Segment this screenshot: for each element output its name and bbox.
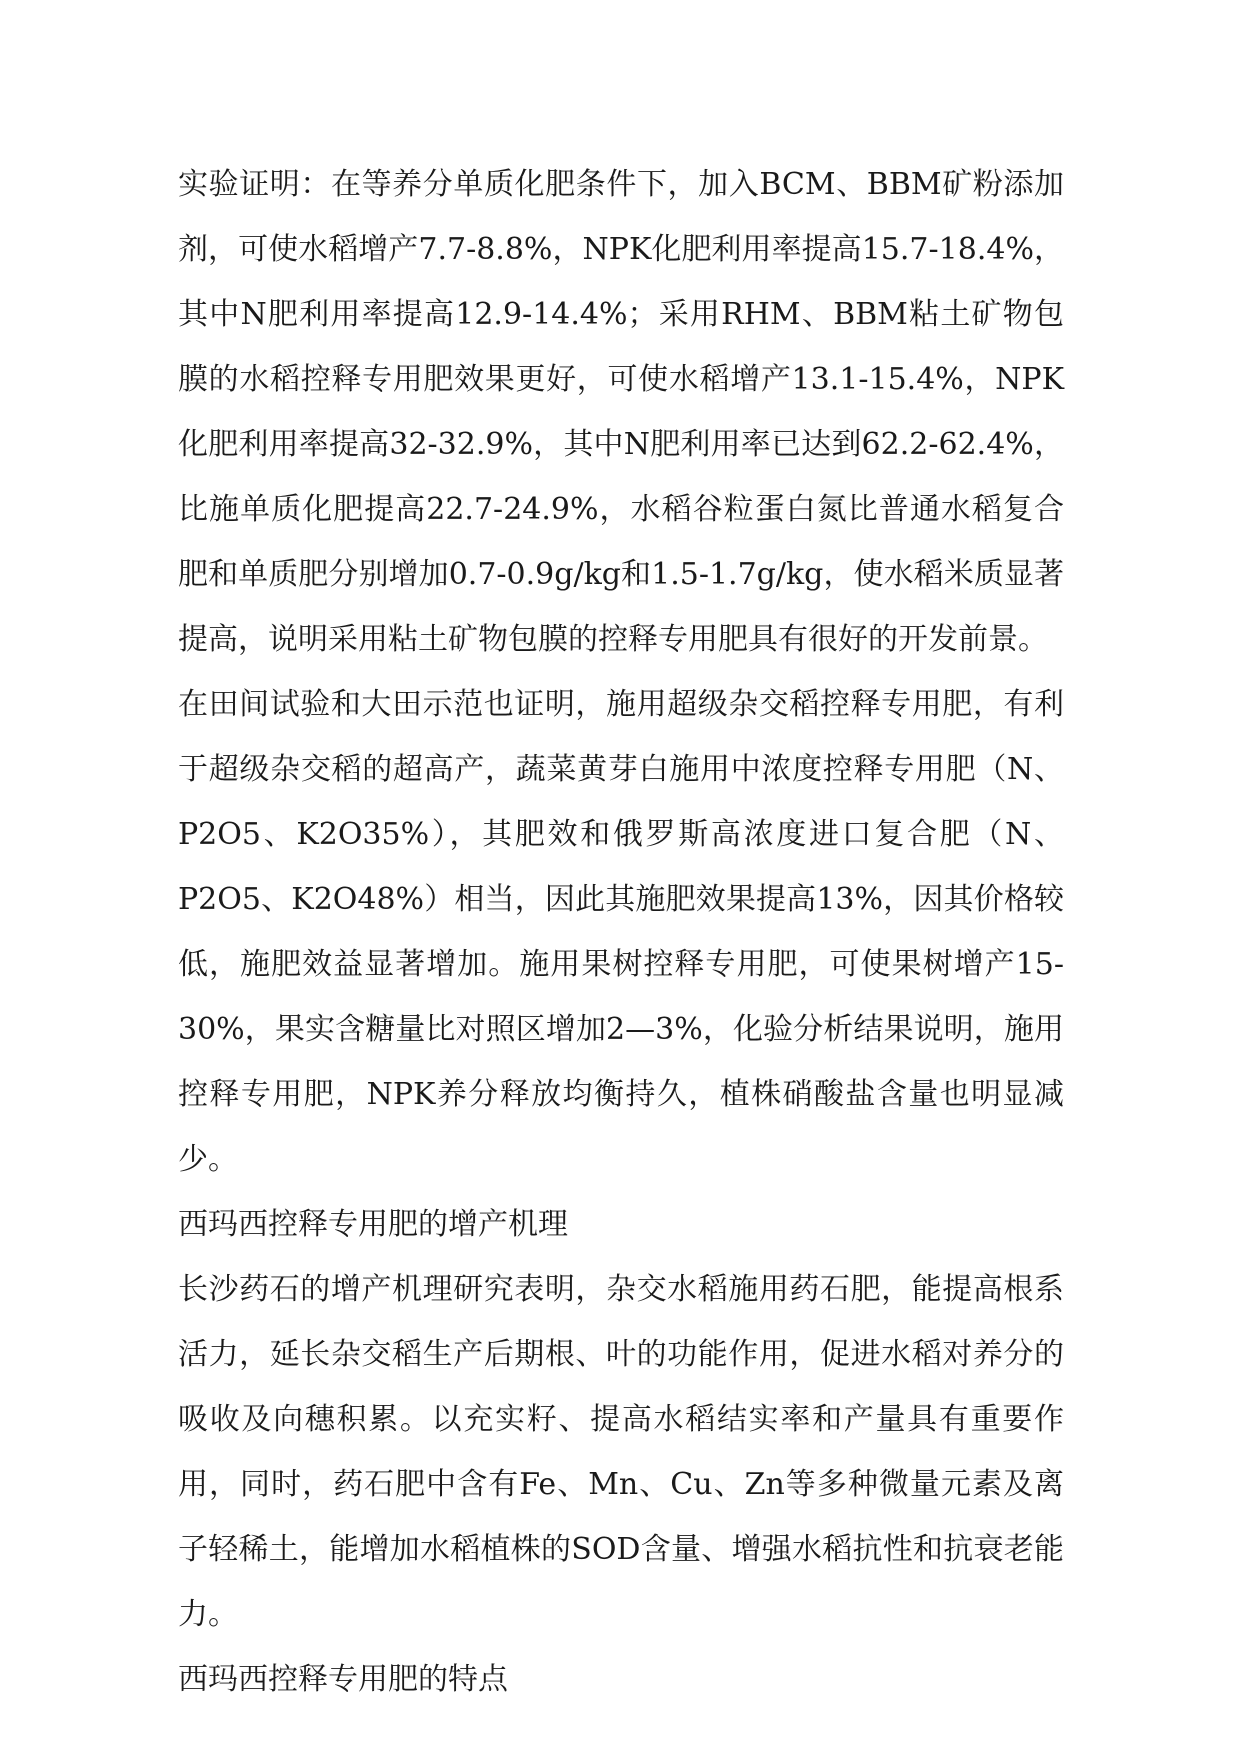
heading-yield-mechanism: 西玛西控释专用肥的增产机理 [178,1207,568,1242]
paragraph-field-trials: 在田间试验和大田示范也证明，施用超级杂交稻控释专用肥，有利于超级杂交稻的超高产，蔬菜黄芽白施用中浓度控释专用肥（N、P2O5、K2O35%），其肥效和俄罗斯高浓度进口复合肥（N、P2O5、K2O48%）相当，因此其施肥效果提高13%，因其价格较低，施肥效益显著增加。施用果树控释专用肥，可使果树增产15-30%，果实含糖量比对照区增加2—3%，化验分析结果说明，施用控释专用肥，NPK养分释放均衡持久，植株硝酸盐含量也明显减少。 [178,687,1064,1177]
paragraph-yield-mechanism: 长沙药石的增产机理研究表明，杂交水稻施用药石肥，能提高根系活力，延长杂交稻生产后期根、叶的功能作用，促进水稻对养分的吸收及向穗积累。以充实籽、提高水稻结实率和产量具有重要作用，同时，药石肥中含有Fe、Mn、Cu、Zn等多种微量元素及离子轻稀土，能增加水稻植株的SOD含量、增强水稻抗性和抗衰老能力。 [178,1272,1064,1632]
document-body [178,152,1064,1712]
paragraph-experiment-results: 实验证明：在等养分单质化肥条件下，加入BCM、BBM矿粉添加剂，可使水稻增产7.7-8.8%，NPK化肥利用率提高15.7-18.4%，其中N肥利用率提高12.9-14.4%；采用RHM、BBM粘土矿物包膜的水稻控释专用肥效果更好，可使水稻增产13.1-15.4%，NPK化肥利用率提高32-32.9%，其中N肥利用率已达到62.2-62.4%，比施单质化肥提高22.7-24.9%，水稻谷粒蛋白氮比普通水稻复合肥和单质肥分别增加0.7-0.9g/kg和1.5-1.7g/kg，使水稻米质显著提高，说明采用粘土矿物包膜的控释专用肥具有很好的开发前景。 [178,167,1064,657]
heading-features: 西玛西控释专用肥的特点 [178,1662,508,1697]
